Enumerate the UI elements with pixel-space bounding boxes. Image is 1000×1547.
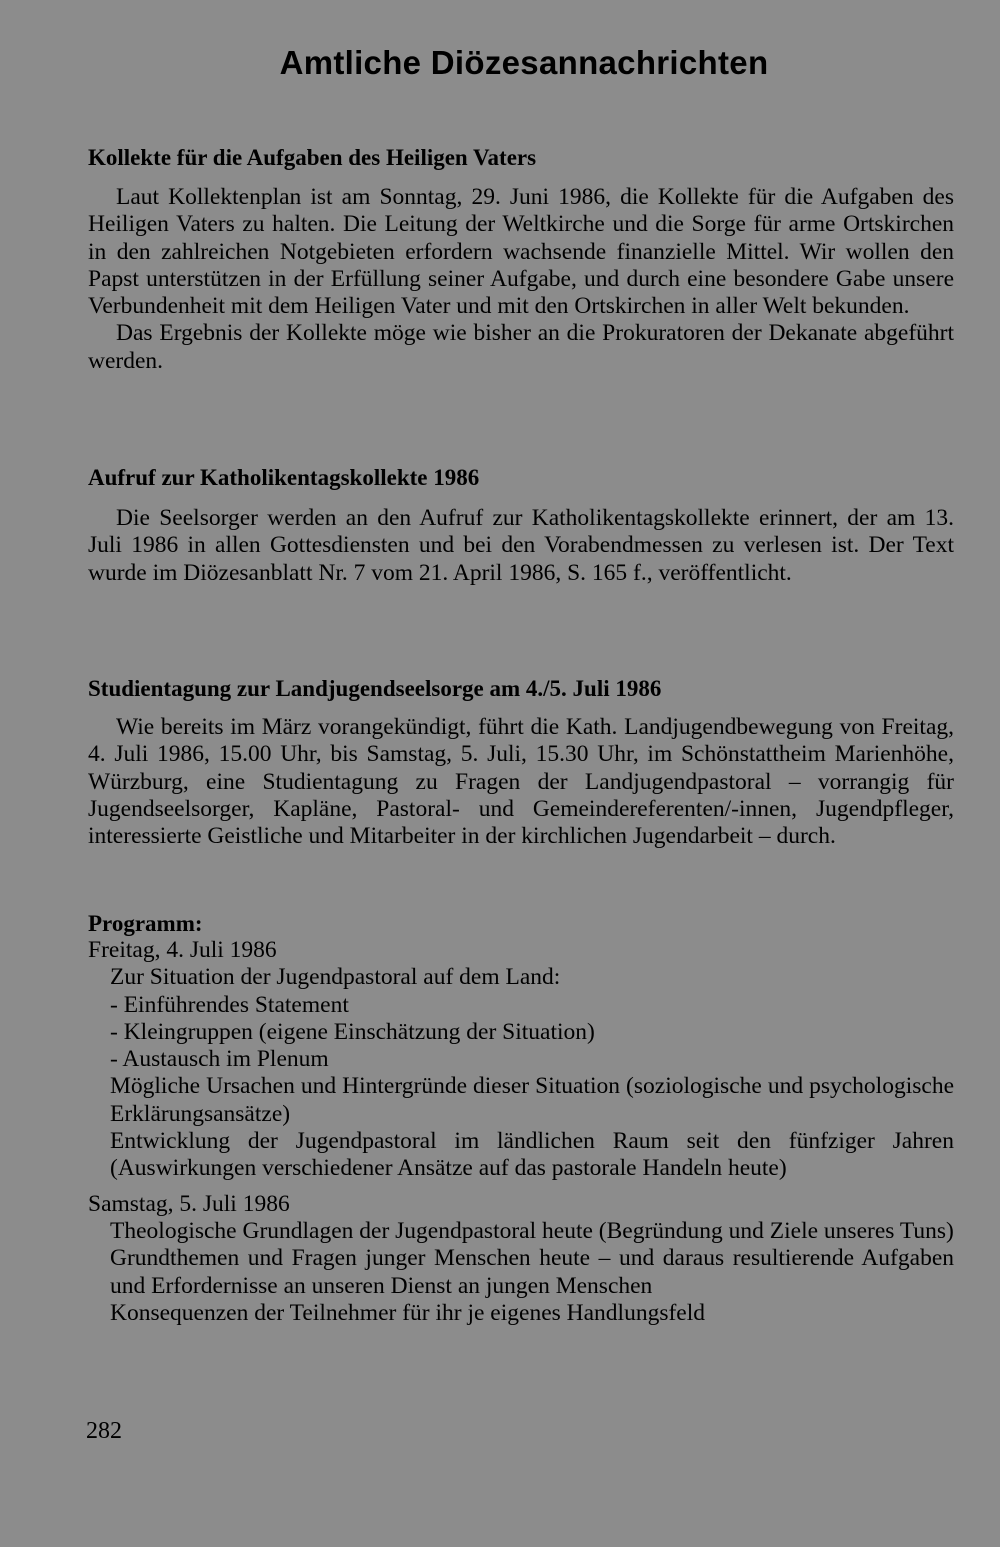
programm-item: - Einführendes Statement (110, 991, 349, 1018)
programm-item: Mögliche Ursachen und Hintergründe dieser Situation (soziologische und psychologische Erklärungsansätze) (110, 1073, 954, 1127)
programm-item: - Austausch im Plenum (110, 1046, 329, 1073)
section-studientagung (88, 675, 954, 850)
programm-label: Programm: (88, 911, 203, 936)
page-number: 282 (86, 1418, 122, 1444)
paragraph: Laut Kollektenplan ist am Sonntag, 29. Juni 1986, die Kollekte für die Aufgaben des Heiligen Vaters zu halten. Die Leitung der Weltkirche und die Sorge für arme Ortskirchen in den zahlreichen Notgebieten erfordern wachsende finanzielle Mittel. Wir wollen den Papst unterstützen in der Erfüllung seiner Aufgabe, und durch eine besondere Gabe unsere Verbundenheit mit dem Heiligen Vater und mit den Ortskirchen in aller Welt bekunden. (88, 184, 954, 320)
section-heading: Kollekte für die Aufgaben des Heiligen Vaters (88, 145, 537, 170)
programm-item: Theologische Grundlagen der Jugendpastoral heute (Begründung und Ziele unseres Tuns) (110, 1217, 954, 1244)
programm-day-friday (88, 937, 954, 1183)
programm-item: Grundthemen und Fragen junger Menschen heute – und daraus resultierende Aufgaben und Erfordernisse an unseren Dienst an jungen Menschen (110, 1245, 954, 1299)
section-heading: Studientagung zur Landjugendseelsorge am 4./5. Juli 1986 (88, 676, 662, 701)
programm-day-saturday (88, 1191, 954, 1327)
paragraph: Das Ergebnis der Kollekte möge wie bisher an die Prokuratoren der Dekanate abgeführt werden. (88, 320, 954, 374)
paragraph: Wie bereits im März vorangekündigt, führt die Kath. Landjugendbewegung von Freitag, 4. Juli 1986, 15.00 Uhr, bis Samstag, 5. Juli, 15.30 Uhr, im Schönstattheim Marienhöhe, Würzburg, eine Studientagung zu Fragen der Landjugendpastoral – vorrangig für Jugendseelsorger, Kapläne, Pastoral- und Gemeindereferenten/-innen, Jugendpfleger, interessierte Geistliche und Mitarbeiter in der kirchlichen Jugendarbeit – durch. (88, 714, 954, 850)
programm (88, 910, 954, 1327)
paragraph: Die Seelsorger werden an den Aufruf zur Katholikentagskollekte erinnert, der am 13. Juli 1986 in allen Gottesdiensten und bei den Vorabendmessen zu verlesen ist. Der Text wurde im Diözesanblatt Nr. 7 vom 21. April 1986, S. 165 f., veröffentlicht. (88, 505, 954, 586)
programm-item: Zur Situation der Jugendpastoral auf dem Land: (110, 964, 561, 991)
page-title: Amtliche Diözesannachrichten (279, 44, 769, 81)
programm-item: Entwicklung der Jugendpastoral im ländlichen Raum seit den fünfziger Jahren (Auswirkungen verschiedener Ansätze auf das pastorale Handeln heute) (110, 1128, 954, 1182)
section-katholikentagskollekte (88, 464, 954, 587)
day-heading: Samstag, 5. Juli 1986 (88, 1190, 290, 1217)
day-heading: Freitag, 4. Juli 1986 (88, 937, 277, 963)
section-heading: Aufruf zur Katholikentagskollekte 1986 (88, 465, 480, 490)
programm-item: Konsequenzen der Teilnehmer für ihr je eigenes Handlungsfeld (110, 1299, 706, 1326)
section-kollekte (88, 144, 954, 375)
programm-item: - Kleingruppen (eigene Einschätzung der Situation) (110, 1018, 595, 1045)
